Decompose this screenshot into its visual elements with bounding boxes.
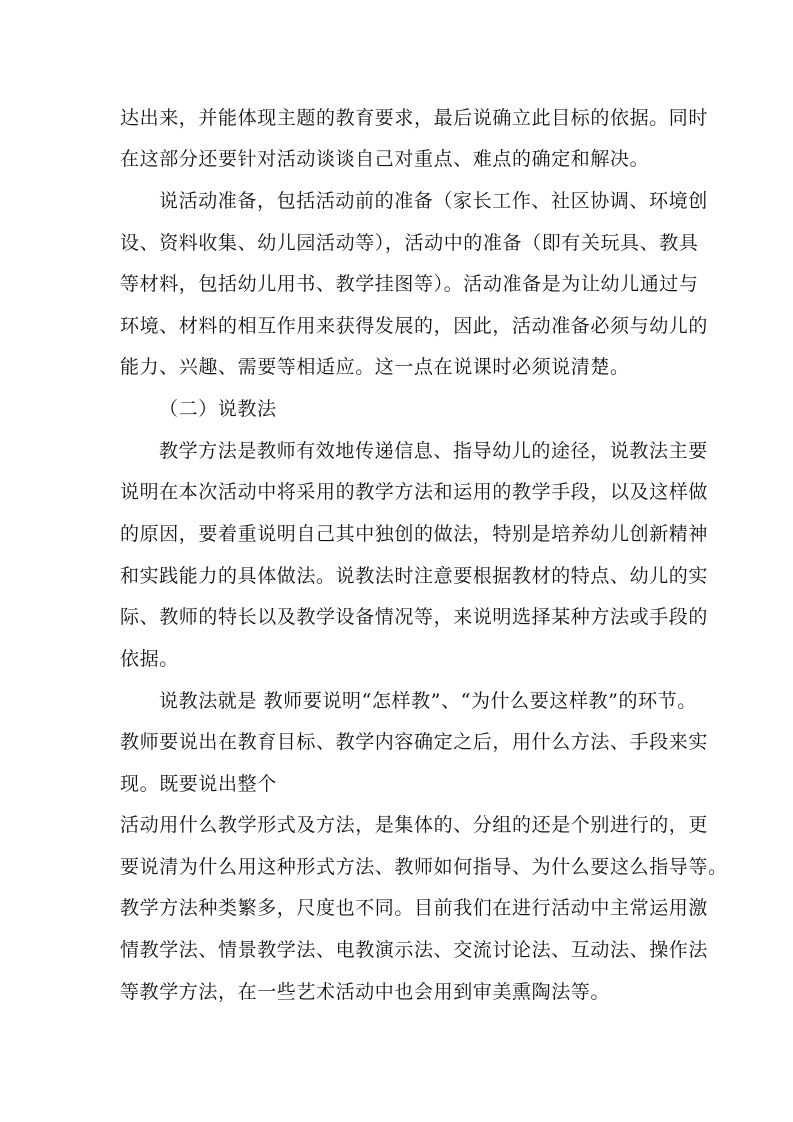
- body-text-line: 教师要说出在教育目标、教学内容确定之后，用什么方法、手段来实: [120, 731, 709, 753]
- section-heading: （二）说教法: [159, 398, 277, 420]
- body-text-line: 要说清为什么用这种形式方法、教师如何指导、为什么要这么指导等。: [120, 856, 728, 878]
- paragraph-start-line: 说活动准备，包括活动前的准备（家长工作、社区协调、环境创: [159, 190, 708, 212]
- body-text-line: 依据。: [120, 648, 179, 670]
- body-text-line: 说明在本次活动中将采用的教学方法和运用的教学手段，以及这样做: [120, 481, 709, 503]
- body-text-line: 等材料，包括幼儿用书、教学挂图等）。活动准备是为让幼儿通过与: [120, 273, 699, 295]
- paragraph-start-line: 说教法就是 教师要说明“怎样教”、“为什么要这样教”的环节。: [159, 690, 697, 712]
- body-text-line: 在这部分还要针对活动谈谈自己对重点、难点的确定和解决。: [120, 148, 650, 170]
- body-text-line: 情教学法、情景教学法、电教演示法、交流讨论法、互动法、操作法: [120, 939, 709, 961]
- paragraph-start-line: 教学方法是教师有效地传递信息、指导幼儿的途径，说教法主要: [159, 440, 708, 462]
- body-text-line: 能力、兴趣、需要等相适应。这一点在说课时必须说清楚。: [120, 356, 630, 378]
- body-text-line: 和实践能力的具体做法。说教法时注意要根据教材的特点、幼儿的实: [120, 565, 709, 587]
- body-text-line: 际、教师的特长以及教学设备情况等，来说明选择某种方法或手段的: [120, 606, 709, 628]
- body-text-line: 活动用什么教学形式及方法，是集体的、分组的还是个别进行的，更: [120, 814, 709, 836]
- body-text-line: 环境、材料的相互作用来获得发展的，因此，活动准备必须与幼儿的: [120, 315, 709, 337]
- body-text-line: 现。既要说出整个: [120, 773, 277, 795]
- body-text-line: 等教学方法，在一些艺术活动中也会用到审美熏陶法等。: [120, 981, 611, 1003]
- body-text-line: 教学方法种类繁多，尺度也不同。目前我们在进行活动中主常运用激: [120, 897, 709, 919]
- body-text-line: 达出来，并能体现主题的教育要求，最后说确立此目标的依据。同时: [120, 107, 709, 129]
- body-text-line: 设、资料收集、幼儿园活动等），活动中的准备（即有关玩具、教具: [120, 232, 699, 254]
- body-text-line: 的原因，要着重说明自己其中独创的做法，特别是培养幼儿创新精神: [120, 523, 709, 545]
